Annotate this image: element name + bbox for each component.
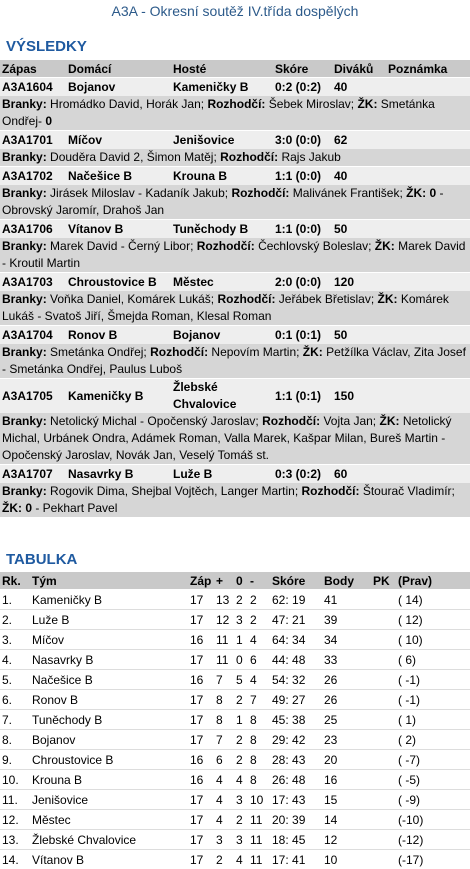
match-row xyxy=(0,273,470,292)
standings-played: 17 xyxy=(188,810,214,830)
standings-w: 4 xyxy=(214,810,234,830)
referee-value: Malivánek František; xyxy=(293,186,406,200)
cards-value: Smetánka Ondřej- 0 xyxy=(2,97,435,128)
match-id: A3A1604 xyxy=(0,78,66,97)
match-row xyxy=(0,78,470,97)
match-score: 1:1 (0:1) xyxy=(273,379,332,414)
standings-prav: ( 2) xyxy=(396,730,470,750)
standings-col-header: Skóre xyxy=(270,572,322,590)
standings-played: 17 xyxy=(188,790,214,810)
standings-w: 2 xyxy=(214,850,234,869)
standings-prav: (-10) xyxy=(396,810,470,830)
standings-col-header: PK xyxy=(371,572,396,590)
match-detail xyxy=(0,96,470,131)
standings-pts: 15 xyxy=(322,790,371,810)
cards-label: ŽK: xyxy=(406,186,429,200)
standings-pts: 12 xyxy=(322,830,371,850)
standings-prav: ( 12) xyxy=(396,610,470,630)
standings-score: 17: 43 xyxy=(270,790,322,810)
match-note xyxy=(386,379,470,414)
standings-prav: ( 14) xyxy=(396,590,470,610)
referee-label: Rozhodčí: xyxy=(231,186,292,200)
standings-l: 11 xyxy=(248,830,270,850)
standings-pk xyxy=(371,810,396,830)
standings-played: 17 xyxy=(188,610,214,630)
standings-score: 44: 48 xyxy=(270,650,322,670)
standings-rk: 4. xyxy=(0,650,30,670)
referee-value: Šebek Miroslav; xyxy=(269,97,358,111)
standings-d: 2 xyxy=(234,690,248,710)
standings-played: 17 xyxy=(188,590,214,610)
cards-value: Petžílka Václav, Zita Josef - Smetánka Ondřej, Paulus Luboš xyxy=(2,345,466,376)
standings-d: 4 xyxy=(234,850,248,869)
standings-pk xyxy=(371,630,396,650)
match-id: A3A1701 xyxy=(0,131,66,150)
cards-label: ŽK: xyxy=(379,414,402,428)
match-score: 3:0 (0:0) xyxy=(273,131,332,150)
match-detail xyxy=(0,185,470,220)
standings-row xyxy=(0,750,470,770)
standings-pk xyxy=(371,850,396,869)
standings-w: 6 xyxy=(214,750,234,770)
goals-label: Branky: xyxy=(2,186,50,200)
match-row xyxy=(0,220,470,239)
standings-header-row xyxy=(0,572,470,590)
standings-team: Jenišovice xyxy=(30,790,188,810)
standings-team: Bojanov xyxy=(30,730,188,750)
match-row xyxy=(0,131,470,150)
match-note xyxy=(386,131,470,150)
standings-d: 1 xyxy=(234,630,248,650)
standings-played: 16 xyxy=(188,750,214,770)
standings-score: 29: 42 xyxy=(270,730,322,750)
standings-pk xyxy=(371,670,396,690)
standings-col-header: Tým xyxy=(30,572,188,590)
standings-prav: ( -9) xyxy=(396,790,470,810)
match-away: Luže B xyxy=(171,465,273,484)
match-home: Bojanov xyxy=(66,78,171,97)
standings-l: 8 xyxy=(248,750,270,770)
standings-pts: 10 xyxy=(322,850,371,869)
cards-label: ŽK: xyxy=(357,97,380,111)
standings-score: 54: 32 xyxy=(270,670,322,690)
match-detail-row xyxy=(0,344,470,379)
standings-rk: 3. xyxy=(0,630,30,650)
standings-prav: (-17) xyxy=(396,850,470,869)
standings-w: 4 xyxy=(214,770,234,790)
standings-col-header: (Prav) xyxy=(396,572,470,590)
standings-played: 17 xyxy=(188,850,214,869)
standings-w: 4 xyxy=(214,790,234,810)
standings-w: 13 xyxy=(214,590,234,610)
standings-score: 62: 19 xyxy=(270,590,322,610)
match-home: Ronov B xyxy=(66,326,171,345)
referee-value: Štourač Vladimír; xyxy=(363,484,455,498)
results-col-header: Domácí xyxy=(66,60,171,78)
match-spectators: 40 xyxy=(332,78,386,97)
goals-value: Douděra David 2, Šimon Matěj; xyxy=(50,150,220,164)
match-home: Načešice B xyxy=(66,167,171,186)
results-heading: VÝSLEDKY xyxy=(6,38,87,55)
match-detail xyxy=(0,344,470,379)
standings-played: 17 xyxy=(188,830,214,850)
standings-pts: 23 xyxy=(322,730,371,750)
standings-prav: ( 6) xyxy=(396,650,470,670)
standings-prav: ( -7) xyxy=(396,750,470,770)
goals-label: Branky: xyxy=(2,484,50,498)
match-away: Bojanov xyxy=(171,326,273,345)
match-spectators: 50 xyxy=(332,220,386,239)
cards-value: Komárek Lukáš - Svatoš Jiří, Šmejda Roman, Klesal Roman xyxy=(2,292,449,323)
standings-pts: 26 xyxy=(322,670,371,690)
match-spectators: 50 xyxy=(332,326,386,345)
match-detail-row xyxy=(0,291,470,326)
standings-pts: 20 xyxy=(322,750,371,770)
standings-team: Luže B xyxy=(30,610,188,630)
standings-d: 2 xyxy=(234,590,248,610)
standings-row xyxy=(0,790,470,810)
match-detail xyxy=(0,413,470,465)
standings-rk: 9. xyxy=(0,750,30,770)
standings-rk: 13. xyxy=(0,830,30,850)
results-col-header: Hosté xyxy=(171,60,273,78)
match-detail xyxy=(0,238,470,273)
standings-pts: 34 xyxy=(322,630,371,650)
match-away: Městec xyxy=(171,273,273,292)
standings-prav: ( 1) xyxy=(396,710,470,730)
match-score: 0:2 (0:2) xyxy=(273,78,332,97)
standings-pts: 26 xyxy=(322,690,371,710)
results-table xyxy=(0,60,470,517)
match-detail-row xyxy=(0,96,470,131)
standings-rk: 6. xyxy=(0,690,30,710)
standings-played: 16 xyxy=(188,630,214,650)
standings-played: 16 xyxy=(188,670,214,690)
match-note xyxy=(386,167,470,186)
match-detail xyxy=(0,149,470,167)
standings-pts: 39 xyxy=(322,610,371,630)
standings-w: 7 xyxy=(214,670,234,690)
standings-played: 17 xyxy=(188,650,214,670)
match-score: 1:1 (0:0) xyxy=(273,220,332,239)
standings-team: Chroustovice B xyxy=(30,750,188,770)
cards-label: ŽK: xyxy=(303,345,326,359)
goals-label: Branky: xyxy=(2,97,50,111)
match-away: Žlebské Chvalovice xyxy=(171,379,273,414)
standings-d: 3 xyxy=(234,610,248,630)
standings-row xyxy=(0,810,470,830)
standings-pts: 33 xyxy=(322,650,371,670)
standings-l: 7 xyxy=(248,690,270,710)
referee-label: Rozhodčí: xyxy=(150,345,211,359)
standings-row xyxy=(0,670,470,690)
goals-value: Smetánka Ondřej; xyxy=(50,345,150,359)
standings-l: 2 xyxy=(248,590,270,610)
standings-pk xyxy=(371,830,396,850)
goals-label: Branky: xyxy=(2,345,50,359)
standings-row xyxy=(0,650,470,670)
standings-l: 11 xyxy=(248,810,270,830)
match-home: Kameničky B xyxy=(66,379,171,414)
cards-label: ŽK: xyxy=(2,501,25,515)
results-col-header: Zápas xyxy=(0,60,66,78)
standings-l: 6 xyxy=(248,650,270,670)
cards-value: 0 - Obrovský Jaromír, Drahoš Jan xyxy=(2,186,444,217)
standings-score: 17: 41 xyxy=(270,850,322,869)
match-away: Jenišovice xyxy=(171,131,273,150)
standings-score: 20: 39 xyxy=(270,810,322,830)
cards-label: ŽK: xyxy=(375,239,398,253)
standings-rk: 12. xyxy=(0,810,30,830)
standings-pk xyxy=(371,770,396,790)
match-score: 1:1 (0:0) xyxy=(273,167,332,186)
standings-l: 11 xyxy=(248,850,270,869)
standings-row xyxy=(0,730,470,750)
standings-d: 2 xyxy=(234,730,248,750)
match-spectators: 60 xyxy=(332,465,386,484)
results-col-header: Diváků xyxy=(332,60,386,78)
standings-rk: 5. xyxy=(0,670,30,690)
standings-row xyxy=(0,590,470,610)
results-header-row xyxy=(0,60,470,78)
match-row xyxy=(0,465,470,484)
standings-col-header: + xyxy=(214,572,234,590)
cards-label: ŽK: xyxy=(378,292,401,306)
standings-rk: 7. xyxy=(0,710,30,730)
standings-w: 12 xyxy=(214,610,234,630)
standings-pts: 41 xyxy=(322,590,371,610)
cards-value: Marek David - Kroutil Martin xyxy=(2,239,465,270)
match-spectators: 120 xyxy=(332,273,386,292)
match-note xyxy=(386,465,470,484)
match-id: A3A1707 xyxy=(0,465,66,484)
goals-value: Hromádko David, Horák Jan; xyxy=(50,97,207,111)
standings-team: Nasavrky B xyxy=(30,650,188,670)
standings-rk: 11. xyxy=(0,790,30,810)
match-detail xyxy=(0,291,470,326)
match-home: Vítanov B xyxy=(66,220,171,239)
goals-label: Branky: xyxy=(2,292,50,306)
referee-label: Rozhodčí: xyxy=(302,484,363,498)
match-detail-row xyxy=(0,413,470,465)
standings-row xyxy=(0,630,470,650)
standings-col-header: 0 xyxy=(234,572,248,590)
match-spectators: 62 xyxy=(332,131,386,150)
standings-col-header: Body xyxy=(322,572,371,590)
standings-d: 1 xyxy=(234,710,248,730)
standings-l: 4 xyxy=(248,630,270,650)
standings-score: 26: 48 xyxy=(270,770,322,790)
standings-row xyxy=(0,690,470,710)
results-col-header: Skóre xyxy=(273,60,332,78)
page-title: A3A - Okresní soutěž IV.třída dospělých xyxy=(0,3,470,19)
results-col-header: Poznámka xyxy=(386,60,470,78)
standings-pts: 16 xyxy=(322,770,371,790)
match-detail xyxy=(0,483,470,517)
match-note xyxy=(386,220,470,239)
standings-l: 8 xyxy=(248,730,270,750)
standings-row xyxy=(0,850,470,869)
standings-heading: TABULKA xyxy=(6,551,77,568)
standings-w: 11 xyxy=(214,650,234,670)
standings-team: Krouna B xyxy=(30,770,188,790)
standings-team: Načešice B xyxy=(30,670,188,690)
standings-row xyxy=(0,770,470,790)
match-spectators: 150 xyxy=(332,379,386,414)
match-id: A3A1704 xyxy=(0,326,66,345)
standings-pk xyxy=(371,730,396,750)
referee-value: Čechlovský Boleslav; xyxy=(258,239,375,253)
standings-l: 8 xyxy=(248,770,270,790)
referee-value: Nepovím Martin; xyxy=(211,345,302,359)
standings-team: Žlebské Chvalovice xyxy=(30,830,188,850)
match-home: Nasavrky B xyxy=(66,465,171,484)
standings-col-header: Rk. xyxy=(0,572,30,590)
standings-team: Tuněchody B xyxy=(30,710,188,730)
standings-score: 28: 43 xyxy=(270,750,322,770)
standings-table xyxy=(0,572,470,869)
match-detail-row xyxy=(0,185,470,220)
cards-count: 0 xyxy=(25,501,32,515)
standings-score: 64: 34 xyxy=(270,630,322,650)
referee-label: Rozhodčí: xyxy=(220,150,281,164)
standings-row xyxy=(0,610,470,630)
standings-score: 47: 21 xyxy=(270,610,322,630)
standings-d: 3 xyxy=(234,830,248,850)
match-row xyxy=(0,167,470,186)
referee-label: Rozhodčí: xyxy=(262,414,323,428)
standings-pk xyxy=(371,650,396,670)
match-note xyxy=(386,326,470,345)
standings-pk xyxy=(371,610,396,630)
standings-team: Míčov xyxy=(30,630,188,650)
standings-d: 3 xyxy=(234,790,248,810)
match-away: Kameničky B xyxy=(171,78,273,97)
standings-played: 17 xyxy=(188,690,214,710)
standings-w: 8 xyxy=(214,710,234,730)
match-away: Tuněchody B xyxy=(171,220,273,239)
standings-w: 3 xyxy=(214,830,234,850)
standings-pk xyxy=(371,750,396,770)
match-detail-row xyxy=(0,483,470,517)
standings-team: Ronov B xyxy=(30,690,188,710)
match-spectators: 40 xyxy=(332,167,386,186)
standings-score: 18: 45 xyxy=(270,830,322,850)
standings-played: 17 xyxy=(188,710,214,730)
match-id: A3A1702 xyxy=(0,167,66,186)
standings-prav: ( -1) xyxy=(396,670,470,690)
goals-label: Branky: xyxy=(2,239,50,253)
match-id: A3A1706 xyxy=(0,220,66,239)
match-home: Míčov xyxy=(66,131,171,150)
cards-count: 0 xyxy=(45,114,52,128)
standings-col-header: - xyxy=(248,572,270,590)
standings-prav: (-12) xyxy=(396,830,470,850)
standings-w: 8 xyxy=(214,690,234,710)
standings-pk xyxy=(371,590,396,610)
match-row xyxy=(0,326,470,345)
standings-d: 2 xyxy=(234,810,248,830)
standings-col-header: Záp xyxy=(188,572,214,590)
referee-value: Jeřábek Břetislav; xyxy=(279,292,378,306)
goals-value: Jirásek Miloslav - Kadaník Jakub; xyxy=(50,186,231,200)
match-note xyxy=(386,78,470,97)
standings-w: 11 xyxy=(214,630,234,650)
standings-row xyxy=(0,710,470,730)
standings-team: Kameničky B xyxy=(30,590,188,610)
standings-l: 4 xyxy=(248,670,270,690)
standings-rk: 14. xyxy=(0,850,30,869)
match-home: Chroustovice B xyxy=(66,273,171,292)
standings-pk xyxy=(371,690,396,710)
referee-label: Rozhodčí: xyxy=(197,239,258,253)
cards-count: 0 xyxy=(429,186,436,200)
standings-score: 45: 38 xyxy=(270,710,322,730)
standings-team: Městec xyxy=(30,810,188,830)
standings-d: 2 xyxy=(234,750,248,770)
standings-prav: ( -5) xyxy=(396,770,470,790)
standings-pk xyxy=(371,710,396,730)
standings-prav: ( 10) xyxy=(396,630,470,650)
goals-label: Branky: xyxy=(2,150,50,164)
match-detail-row xyxy=(0,149,470,167)
standings-rk: 2. xyxy=(0,610,30,630)
goals-value: Netolický Michal - Opočenský Jaroslav; xyxy=(50,414,262,428)
standings-rk: 1. xyxy=(0,590,30,610)
match-score: 2:0 (0:0) xyxy=(273,273,332,292)
standings-score: 49: 27 xyxy=(270,690,322,710)
standings-l: 8 xyxy=(248,710,270,730)
standings-pk xyxy=(371,790,396,810)
match-row xyxy=(0,379,470,414)
standings-played: 16 xyxy=(188,770,214,790)
goals-value: Rogovik Dima, Shejbal Vojtěch, Langer Martin; xyxy=(50,484,301,498)
standings-l: 10 xyxy=(248,790,270,810)
match-note xyxy=(386,273,470,292)
match-detail-row xyxy=(0,238,470,273)
cards-value: Netolický Michal, Urbánek Ondra, Adámek Roman, Valla Marek, Kašpar Milan, Bureš Martin - Opočenský Jaroslav, Novák Jan, Veselý Tomáš st. xyxy=(2,414,452,462)
standings-prav: ( -1) xyxy=(396,690,470,710)
match-id: A3A1703 xyxy=(0,273,66,292)
standings-rk: 10. xyxy=(0,770,30,790)
cards-value: 0 - Pekhart Pavel xyxy=(25,501,117,515)
referee-value: Rajs Jakub xyxy=(281,150,340,164)
match-score: 0:1 (0:1) xyxy=(273,326,332,345)
goals-value: Voňka Daniel, Komárek Lukáš; xyxy=(50,292,217,306)
goals-value: Marek David - Černý Libor; xyxy=(50,239,197,253)
standings-w: 7 xyxy=(214,730,234,750)
referee-label: Rozhodčí: xyxy=(207,97,268,111)
match-id: A3A1705 xyxy=(0,379,66,414)
standings-team: Vítanov B xyxy=(30,850,188,869)
standings-pts: 25 xyxy=(322,710,371,730)
standings-d: 5 xyxy=(234,670,248,690)
standings-row xyxy=(0,830,470,850)
goals-label: Branky: xyxy=(2,414,50,428)
standings-d: 4 xyxy=(234,770,248,790)
standings-played: 17 xyxy=(188,730,214,750)
standings-pts: 14 xyxy=(322,810,371,830)
match-score: 0:3 (0:2) xyxy=(273,465,332,484)
referee-value: Vojta Jan; xyxy=(323,414,379,428)
standings-d: 0 xyxy=(234,650,248,670)
standings-l: 2 xyxy=(248,610,270,630)
referee-label: Rozhodčí: xyxy=(217,292,278,306)
match-away: Krouna B xyxy=(171,167,273,186)
standings-rk: 8. xyxy=(0,730,30,750)
